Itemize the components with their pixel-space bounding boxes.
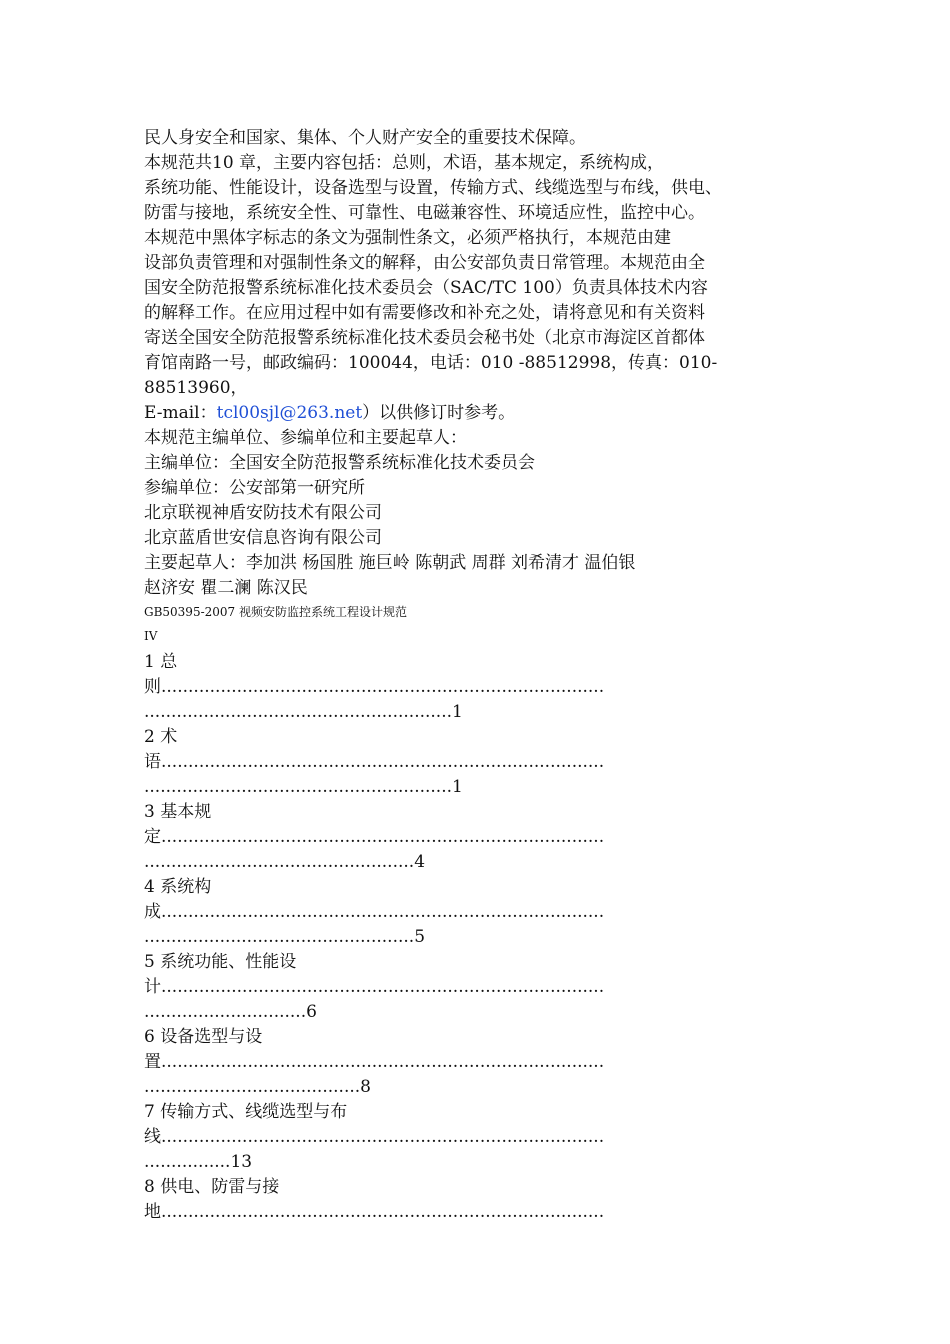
- toc-last-char: 成: [144, 902, 161, 922]
- toc-row-1[interactable]: [144, 675, 604, 699]
- toc-row-1[interactable]: [144, 750, 604, 774]
- toc-last-char: 则: [144, 677, 161, 697]
- intro-line: 本规范中黑体字标志的条文为强制性条文，必须严格执行，本规范由建: [144, 228, 671, 248]
- toc-row-2[interactable]: ........................................8: [144, 1077, 371, 1097]
- toc-last-char: 置: [144, 1052, 161, 1072]
- intro-line: 系统功能、性能设计，设备选型与设置，传输方式、线缆选型与布线，供电、: [144, 178, 722, 198]
- toc-row-2[interactable]: .........................................................1: [144, 702, 463, 722]
- toc-row-2[interactable]: ..................................................4: [144, 852, 426, 872]
- email-prefix: E-mail：: [144, 403, 217, 423]
- toc-last-char: 定: [144, 827, 161, 847]
- toc-row-1[interactable]: [144, 1050, 604, 1074]
- intro-line: 本规范主编单位、参编单位和主要起草人：: [144, 428, 467, 448]
- toc-row-2[interactable]: .........................................................1: [144, 777, 463, 797]
- toc-row-1[interactable]: [144, 825, 604, 849]
- toc-heading[interactable]: 1 总: [144, 652, 178, 672]
- toc-dots: ..................................................................................: [161, 677, 605, 697]
- intro-line: 国安全防范报警系统标准化技术委员会（SAC/TC 100）负责具体技术内容: [144, 278, 708, 298]
- toc-row-1[interactable]: [144, 900, 604, 924]
- intro-line: 本规范共10 章，主要内容包括：总则，术语，基本规定，系统构成，: [144, 153, 665, 173]
- intro-line: 主要起草人：李加洪 杨国胜 施巨岭 陈朝武 周群 刘希清才 温伯银: [144, 553, 636, 573]
- toc-last-char: 地: [144, 1202, 161, 1222]
- toc-heading[interactable]: 5 系统功能、性能设: [144, 952, 297, 972]
- toc-last-char: 线: [144, 1127, 161, 1147]
- intro-line: 防雷与接地，系统安全性、可靠性、电磁兼容性、环境适应性，监控中心。: [144, 203, 705, 223]
- intro-line: 育馆南路一号，邮政编码：100044，电话：010 -88512998，传真：010-: [144, 353, 718, 373]
- toc-dots: ..................................................................................: [161, 1202, 605, 1222]
- email-line: [144, 401, 515, 425]
- toc-row-2[interactable]: ................13: [144, 1152, 253, 1172]
- toc-last-char: 计: [144, 977, 161, 997]
- intro-line: 赵济安 瞿二澜 陈汉民: [144, 578, 308, 598]
- intro-line: 参编单位：公安部第一研究所: [144, 478, 365, 498]
- toc-last-char: 语: [144, 752, 161, 772]
- email-suffix: ）以供修订时参考。: [362, 403, 516, 423]
- toc-dots: ..................................................................................: [161, 752, 605, 772]
- intro-line: 北京蓝盾世安信息咨询有限公司: [144, 528, 382, 548]
- intro-line: 民人身安全和国家、集体、个人财产安全的重要技术保障。: [144, 128, 586, 148]
- toc-dots: ..................................................................................: [161, 902, 605, 922]
- toc-row-2[interactable]: ..............................6: [144, 1002, 317, 1022]
- toc-heading[interactable]: 2 术: [144, 727, 178, 747]
- intro-line: 主编单位：全国安全防范报警系统标准化技术委员会: [144, 453, 535, 473]
- toc-row-1[interactable]: [144, 1125, 604, 1149]
- intro-line: 北京联视神盾安防技术有限公司: [144, 503, 382, 523]
- intro-line: 的解释工作。在应用过程中如有需要修改和补充之处，请将意见和有关资料: [144, 303, 705, 323]
- toc-row-1[interactable]: [144, 975, 604, 999]
- toc-row-2[interactable]: ..................................................5: [144, 927, 426, 947]
- document-title-footer: GB50395-2007 视频安防监控系统工程设计规范: [144, 605, 407, 619]
- toc-dots: ..................................................................................: [161, 1052, 605, 1072]
- toc-dots: ..................................................................................: [161, 1127, 605, 1147]
- toc-row-1[interactable]: [144, 1200, 604, 1224]
- intro-line: 设部负责管理和对强制性条文的解释，由公安部负责日常管理。本规范由全: [144, 253, 705, 273]
- intro-line: 88513960，: [144, 378, 248, 398]
- email-link[interactable]: tcl00sjl@263.net: [216, 403, 363, 423]
- toc-heading[interactable]: 6 设备选型与设: [144, 1027, 263, 1047]
- page-number-label: IV: [144, 629, 158, 643]
- intro-line: 寄送全国安全防范报警系统标准化技术委员会秘书处（北京市海淀区首都体: [144, 328, 705, 348]
- toc-dots: ..................................................................................: [161, 827, 605, 847]
- toc-dots: ..................................................................................: [161, 977, 605, 997]
- toc-heading[interactable]: 7 传输方式、线缆选型与布: [144, 1102, 348, 1122]
- toc-heading[interactable]: 3 基本规: [144, 802, 212, 822]
- toc-heading[interactable]: 4 系统构: [144, 877, 212, 897]
- toc-heading[interactable]: 8 供电、防雷与接: [144, 1177, 280, 1197]
